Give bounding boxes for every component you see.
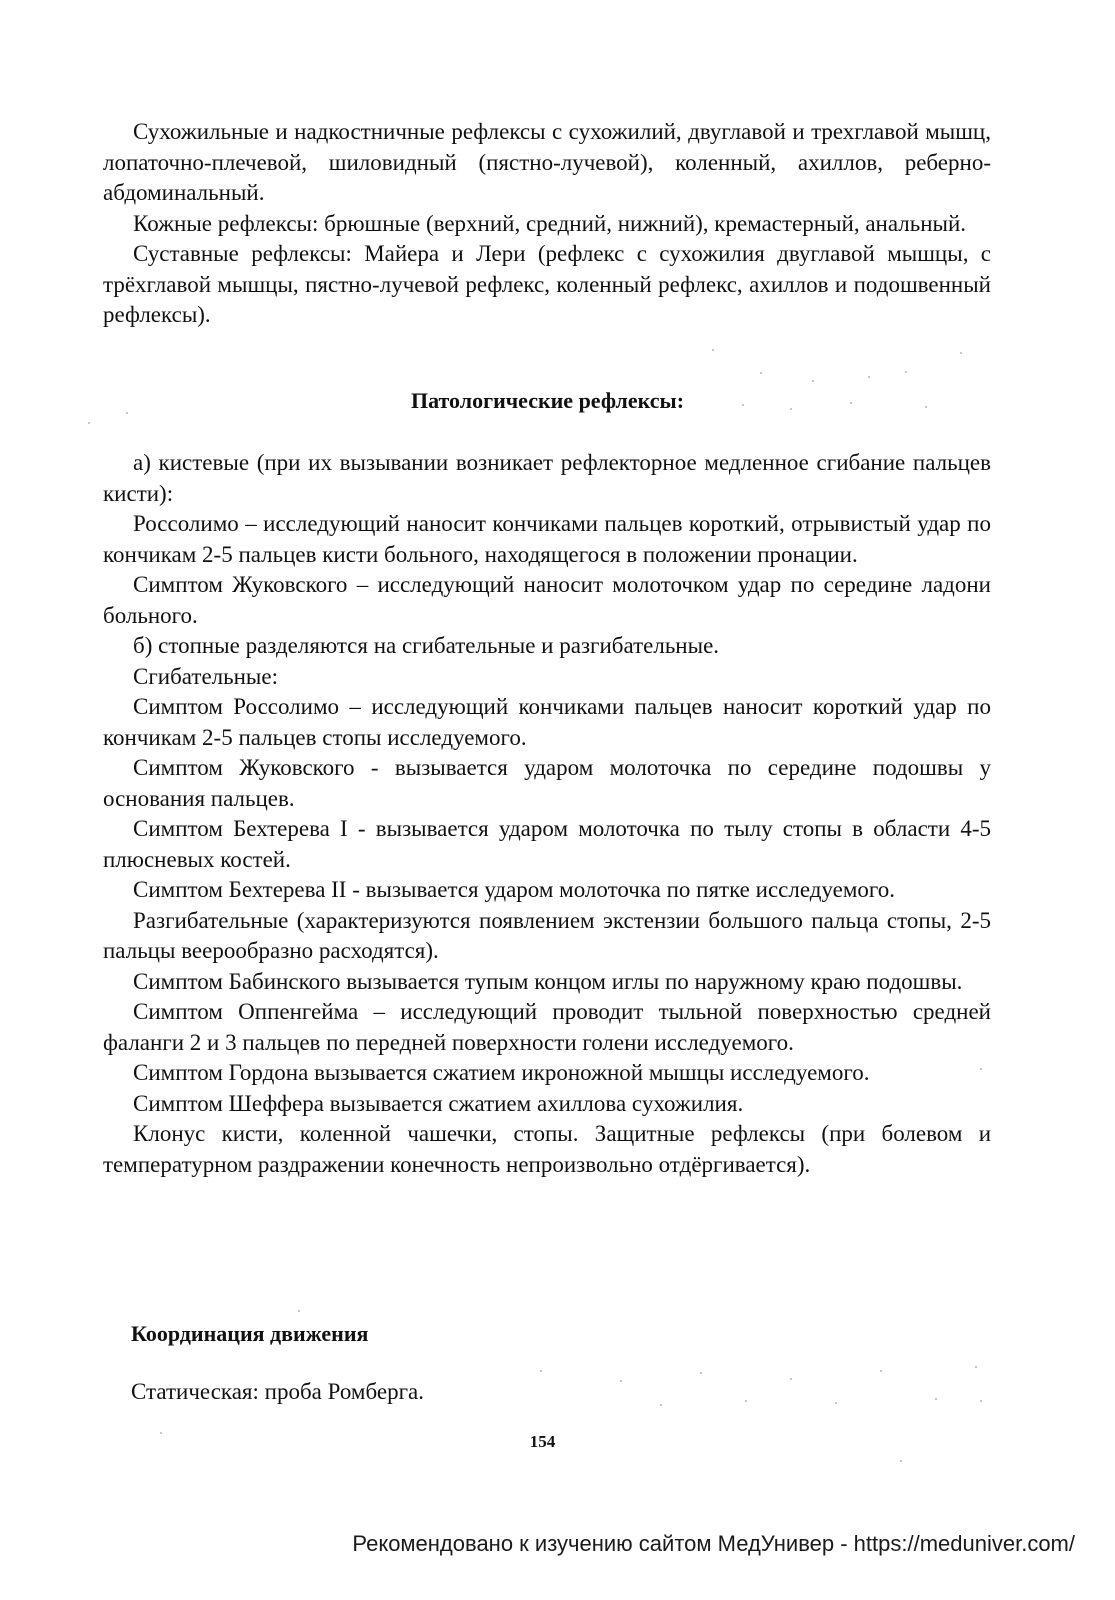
scan-speck [126,412,128,414]
pathological-reflexes-section [103,448,991,1180]
bekhterev-1-paragraph: Симптом Бехтерева I - вызывается ударом молоточка по тылу стопы в области 4-5 плюсневых костей. [103,816,991,872]
scan-speck [975,1366,977,1368]
scan-speck [790,408,792,410]
scan-speck [742,404,744,406]
scan-speck [812,380,814,382]
scan-speck [712,349,714,351]
zhukovsky-foot-paragraph: Симптом Жуковского - вызывается ударом молоточка по середине подошвы у основания пальцев. [103,755,991,811]
page-number: 154 [529,1432,556,1451]
bekhterev-2-paragraph: Симптом Бехтерева II - вызывается ударом молоточка по пятке исследуемого. [133,877,896,902]
scan-speck [868,376,870,378]
scan-speck [900,1460,902,1462]
scan-speck [790,1378,792,1380]
tendon-reflexes-paragraph: Сухожильные и надкостничные рефлексы с сухожилий, двуглавой и трехглавой мышц, лопаточно-плечевой, шиловидный (пястно-лучевой), коленный, ахиллов, реберно-абдоминальный. [103,119,991,205]
scan-speck [835,1402,837,1404]
scan-speck [905,371,907,373]
hand-reflexes-intro: а) кистевые (при их вызывании возникает рефлекторное медленное сгибание пальцев кисти): [103,450,991,506]
scan-speck [925,406,927,408]
babinski-paragraph: Симптом Бабинского вызывается тупым концом иглы по наружному краю подошвы. [133,968,963,994]
scan-speck [700,1372,702,1374]
scan-speck [540,1370,542,1372]
schaeffer-paragraph: Симптом Шеффера вызывается сжатием ахиллова сухожилия. [133,1090,744,1116]
scan-speck [660,1404,662,1406]
scan-speck [745,1400,747,1402]
oppenheim-paragraph: Симптом Оппенгейма – исследующий проводит тыльной поверхностью средней фаланги 2 и 3 пальцев по передней поверхности голени исследуемого. [103,999,991,1055]
coordination-heading: Координация движения [131,1321,369,1346]
pathological-reflexes-heading: Патологические рефлексы: [410,388,685,413]
foot-reflexes-intro: б) стопные разделяются на сгибательные и разгибательные. [133,633,720,658]
rossolimo-foot-paragraph: Симптом Россолимо – исследующий кончиками пальцев наносит короткий удар по кончикам 2-5 пальцев стопы исследуемого. [103,694,991,750]
clonus-paragraph: Клонус кисти, коленной чашечки, стопы. Защитные рефлексы (при болевом и температурном раздражении конечность непроизвольно отдёргивается). [103,1121,991,1177]
scan-speck [88,422,90,424]
footer-watermark: Рекомендовано к изучению сайтом МедУнивер - https://meduniver.com/ [352,1531,1075,1556]
scan-speck [935,1398,937,1400]
scan-speck [880,1370,882,1372]
flexor-subheading: Сгибательные: [133,663,278,689]
scan-speck [298,1310,300,1312]
joint-reflexes-paragraph: Суставные рефлексы: Майера и Лери (рефлекс с сухожилия двуглавой мышцы, с трёхглавой мышцы, пястно-лучевой рефлекс, коленный рефлекс, ахиллов и подошвенный рефлексы). [103,241,991,327]
rossolimo-hand-paragraph: Россолимо – исследующий наносит кончиками пальцев короткий, отрывистый удар по кончикам 2-5 пальцев кисти больного, находящегося в положении пронации. [103,511,991,567]
extensor-paragraph: Разгибательные (характеризуются появлением экстензии большого пальца стопы, 2-5 пальцы веерообразно расходятся). [103,907,991,963]
scan-speck [760,372,762,374]
zhukovsky-hand-paragraph: Симптом Жуковского – исследующий наносит молоточком удар по середине ладони больного. [103,572,991,628]
scan-speck [620,1380,622,1382]
skin-reflexes-paragraph: Кожные рефлексы: брюшные (верхний, средний, нижний), кремастерный, анальный. [133,210,967,236]
intro-section [103,117,991,331]
scan-speck [160,1432,162,1434]
scan-speck [980,1068,982,1070]
scan-speck [960,352,962,354]
scan-speck [980,1400,982,1402]
scan-speck [850,402,852,404]
romberg-test-line: Статическая: проба Ромберга. [131,1379,424,1404]
gordon-paragraph: Симптом Гордона вызывается сжатием икроножной мышцы исследуемого. [133,1060,870,1085]
